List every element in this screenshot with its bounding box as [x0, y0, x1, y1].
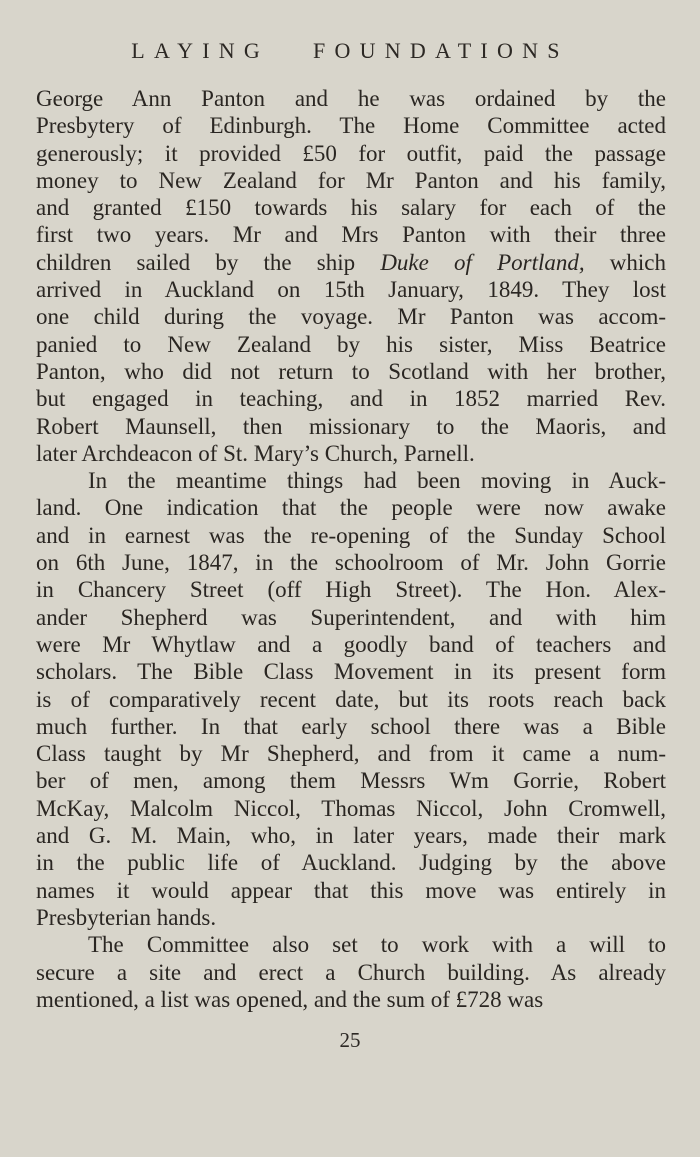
text-line: and granted £150 towards his salary for each of the	[36, 195, 666, 221]
text-line: Presbyterian hands.	[36, 904, 217, 930]
text-line: Class taught by Mr Shepherd, and from it came a num-	[36, 741, 666, 767]
text-line: first two years. Mr and Mrs Panton with their three	[36, 222, 666, 248]
text-line: George Ann Panton and he was ordained by the	[36, 86, 666, 111]
text-line: money to New Zealand for Mr Panton and his family,	[36, 167, 666, 193]
text-line: The Committee also set to work with a will to	[88, 932, 666, 958]
text-line: in Chancery Street (off High Street). The Hon. Alex-	[36, 577, 666, 603]
running-head-word-2: FOUNDATIONS	[313, 38, 569, 63]
text-line: generously; it provided £50 for outfit, paid the passage	[36, 140, 666, 166]
italic-ship-name: Duke of Portland,	[380, 249, 585, 275]
text-line: Robert Maunsell, then missionary to the Maoris, and	[36, 413, 666, 439]
text-line: much further. In that early school there was a Bible	[36, 713, 666, 739]
running-head	[0, 38, 700, 64]
text-line: on 6th June, 1847, in the schoolroom of Mr. John Gorrie	[36, 550, 666, 576]
text-line: secure a site and erect a Church building. As already	[36, 959, 666, 985]
text-line: panied to New Zealand by his sister, Miss Beatrice	[36, 331, 666, 357]
text-line: later Archdeacon of St. Mary’s Church, Parnell.	[36, 440, 475, 466]
paragraph	[36, 85, 666, 467]
text-line: ber of men, among them Messrs Wm Gorrie, Robert	[36, 768, 666, 794]
text-line: ander Shepherd was Superintendent, and with him	[36, 604, 666, 630]
text-line: children sailed by the ship Duke of Portland, which	[36, 249, 666, 275]
text-line: were Mr Whytlaw and a goodly band of teachers and	[36, 631, 666, 657]
text-line: Presbytery of Edinburgh. The Home Committee acted	[36, 113, 666, 139]
text-line: in the public life of Auckland. Judging by the above	[36, 850, 666, 876]
running-head-word-1: LAYING	[131, 38, 270, 63]
text-line: mentioned, a list was opened, and the sum of £728 was	[36, 986, 544, 1012]
text-line: names it would appear that this move was entirely in	[36, 877, 666, 903]
text-line: In the meantime things had been moving in Auck-	[88, 468, 666, 494]
paragraph	[36, 467, 666, 931]
text-line: is of comparatively recent date, but its roots reach back	[36, 686, 666, 712]
text-line: and in earnest was the re-opening of the Sunday School	[36, 522, 666, 548]
text-line: and G. M. Main, who, in later years, made their mark	[36, 823, 666, 849]
text-line: scholars. The Bible Class Movement in its present form	[36, 659, 666, 685]
page-number: 25	[339, 1028, 361, 1052]
text-line: Panton, who did not return to Scotland with her brother,	[36, 358, 666, 384]
text-line: land. One indication that the people were now awake	[36, 495, 666, 521]
text-line: one child during the voyage. Mr Panton was accom-	[36, 304, 666, 330]
body-text	[36, 85, 666, 1013]
text-line: arrived in Auckland on 15th January, 1849. They lost	[36, 277, 666, 303]
text-line: but engaged in teaching, and in 1852 married Rev.	[36, 386, 666, 412]
paragraph	[36, 931, 666, 1013]
text-line: McKay, Malcolm Niccol, Thomas Niccol, John Cromwell,	[36, 795, 666, 821]
